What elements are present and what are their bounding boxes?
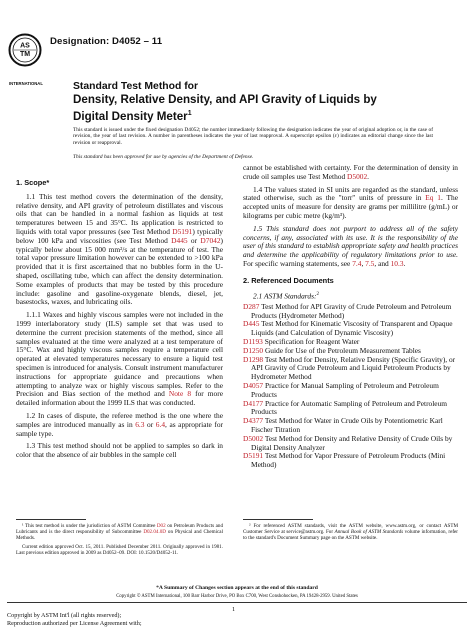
ref-d5002-link[interactable]: D5002 bbox=[347, 171, 368, 181]
reference-code-link[interactable]: D4177 bbox=[243, 398, 264, 408]
title-line-3: Digital Density Meter$^1$ bbox=[73, 109, 192, 123]
reference-title: Test Method for Vapor Pressure of Petroleum Products (Mini Method) bbox=[251, 451, 446, 470]
intro-note: This standard is issued under the fixed designation D4052; the number immediately following the designation indicates the year of original adoption or, in the case of revision, the year of last revision. A number in parentheses indicates the year of last reapproval. A superscript epsilon (ε) indicates an editorial change since the last revision or reapproval. bbox=[73, 127, 433, 146]
ref-note8-link[interactable]: Note 8 bbox=[168, 389, 192, 399]
reference-title: Practice for Manual Sampling of Petroleum and Petroleum Products bbox=[251, 381, 439, 399]
astm-logo-icon bbox=[8, 33, 42, 77]
ref-6-3-link[interactable]: 6.3 bbox=[135, 419, 145, 429]
copyright-line-2: Reproduction authorized per License Agreement with; bbox=[7, 620, 142, 627]
reference-title: Practice for Automatic Sampling of Petroleum and Petroleum Products bbox=[251, 398, 448, 417]
ref-d445-link[interactable]: D445 bbox=[171, 235, 188, 245]
copyright-line-1: Copyright by ASTM Int'l (all rights reserved); bbox=[7, 612, 122, 619]
footnote-rule bbox=[243, 519, 313, 520]
intl-label: INTERNATIONAL bbox=[9, 81, 43, 86]
designation: Designation: D4052 – 11 bbox=[50, 36, 163, 47]
reference-code-link[interactable]: D4377 bbox=[243, 416, 264, 426]
ref-eq1-link[interactable]: Eq 1 bbox=[425, 193, 441, 203]
reference-code-link[interactable]: D287 bbox=[243, 301, 260, 311]
dod-approval: This standard has been approved for use by agencies of the Department of Defense. bbox=[73, 154, 254, 160]
para-1-3-cont: cannot be established with certainty. For the determination of density in crude oil samples use Test Method D5002. bbox=[243, 163, 458, 181]
title-footnote-mark: 1 bbox=[187, 109, 192, 117]
footer-rule bbox=[7, 602, 467, 603]
page-number: 1 bbox=[232, 606, 236, 613]
reference-item bbox=[243, 320, 458, 338]
reference-item bbox=[243, 356, 458, 382]
ref-10-3-link[interactable]: 10.3 bbox=[390, 258, 404, 268]
ref-7-5-link[interactable]: 7.5 bbox=[365, 258, 375, 268]
reference-item bbox=[243, 417, 458, 435]
left-column bbox=[16, 179, 223, 460]
footnote-2: ² For referenced ASTM standards, visit the ASTM website, www.astm.org, or contact ASTM Customer Service at service@astm.org. For Annual Book of ASTM Standards volume information, refer to the standard's Document Summary page on the ASTM website. bbox=[243, 523, 458, 542]
reference-code-link[interactable]: D5002 bbox=[243, 433, 264, 443]
para-1-3: 1.3 This test method should not be applied to samples so dark in color that the absence of air bubbles in the sample cell bbox=[16, 441, 223, 460]
ref-6-4-link[interactable]: 6.4 bbox=[155, 419, 166, 429]
reference-code-link[interactable]: D1250 bbox=[243, 345, 264, 355]
reference-item bbox=[243, 435, 458, 453]
para-1-4: 1.4 The values stated in SI units are regarded as the standard, unless stated otherwise, such as the "torr" units of pressure in Eq 1. The accepted units of measure for density are grams per millilitre (g/mL) or kilograms per cubic metre (kg/m³). bbox=[243, 184, 458, 220]
reference-code-link[interactable]: D1298 bbox=[243, 354, 264, 364]
reference-title: Guide for Use of the Petroleum Measurement Tables bbox=[263, 345, 421, 355]
reference-code-link[interactable]: D4057 bbox=[243, 381, 264, 390]
svg-text:TM: TM bbox=[19, 51, 31, 58]
ref-d0204-link[interactable]: D02.04.0D bbox=[143, 529, 166, 536]
para-1-1-1: 1.1.1 Waxes and highly viscous samples were not included in the 1999 interlaboratory study (ILS) sample set that was used to determine the current precision statements of the method, since all samples evaluated at the time were analyzed at a test temperature of 15°C. Wax and highly viscous samples require a temperature cell operated at elevated temperatures necessary to ensure a liquid test specimen is introduced for analysis. Consult instrument manufacturer instructions for appropriate guidance and precautions when attempting to analyze wax or highly viscous samples. Refer to the Precision and Bias section of the method and Note 8 for more detailed information about the 1999 ILS that was conducted. bbox=[16, 310, 223, 408]
reference-title: Test Method for Kinematic Viscosity of Transparent and Opaque Liquids (and Calculation of Dynamic Viscosity) bbox=[251, 319, 453, 338]
footnote-1: ¹ This test method is under the jurisdiction of ASTM Committee D02 on Petroleum Products and Lubricants and is the direct responsibility of Subcommittee D02.04.0D on Physical and Chemical Methods. bbox=[16, 523, 223, 542]
reference-item bbox=[243, 303, 458, 321]
scope-heading: 1. Scope* bbox=[16, 178, 50, 187]
svg-text:AS: AS bbox=[20, 42, 30, 50]
astm-standards-label: 2.1 ASTM Standards:$^2$ bbox=[253, 291, 319, 301]
reference-item bbox=[243, 382, 458, 400]
reference-title: Test Method for Density and Relative Density of Crude Oils by Digital Density Analyzer bbox=[251, 433, 453, 452]
ref-d7042-link[interactable]: D7042 bbox=[200, 235, 221, 245]
document-title bbox=[73, 80, 433, 123]
reference-item bbox=[243, 400, 458, 418]
para-1-1: 1.1 This test method covers the determination of the density, relative density, and API gravity of petroleum distillates and viscous oils that can be handled in a normal fashion as liquids at test temperatures between 15 and 35°C. Its application is restricted to liquids with total vapor pressures (see Test Method D5191) typically below 100 kPa and viscosities (see Test Method D445 or D7042) typically below about 15 000 mm²/s at the temperature of test. The total vapor pressure limitation however can be extended to >100 kPa provided that it is first ascertained that no bubbles form in the U-shaped, oscillating tube, which can affect the density determination. Some examples of products that may be tested by this procedure include: gasoline and gasoline-oxygenate blends, diesel, jet, basestocks, waxes, and lubricating oils. bbox=[16, 191, 223, 307]
footnote-1-edition: Current edition approved Oct. 15, 2011. Published December 2011. Originally approved in 1981. Last previous edition approved in 2009 as D4052–09. DOI: 10.1520/D4052-11. bbox=[16, 543, 223, 556]
reference-title: Test Method for API Gravity of Crude Petroleum and Petroleum Products (Hydrometer Method) bbox=[251, 301, 452, 320]
reference-title: Test Method for Density, Relative Density (Specific Gravity), or API Gravity of Crude Petroleum and Liquid Petroleum Products by Hydrometer Method bbox=[251, 354, 456, 382]
summary-of-changes-note: *A Summary of Changes section appears at the end of this standard bbox=[156, 585, 318, 591]
refs-heading: 2. Referenced Documents bbox=[243, 275, 334, 285]
reference-list bbox=[243, 303, 458, 470]
reference-title: Test Method for Water in Crude Oils by Potentiometric Karl Fischer Titration bbox=[251, 416, 443, 434]
para-1-5: 1.5 This standard does not purport to address all of the safety concerns, if any, associated with its use. It is the responsibility of the user of this standard to establish appropriate safety and health practices and determine the applicability of regulatory limitations prior to use. For specific warning statements, see 7.4, 7.5, and 10.3. bbox=[243, 223, 458, 268]
reference-code-link[interactable]: D5191 bbox=[243, 451, 264, 461]
title-line-2: Density, Relative Density, and API Gravity of Liquids by bbox=[73, 93, 377, 106]
ref-7-4-link[interactable]: 7.4 bbox=[352, 258, 362, 268]
reference-title: Specification for Reagent Water bbox=[262, 337, 360, 347]
title-line-1: Standard Test Method for bbox=[73, 81, 199, 92]
para-1-2: 1.2 In cases of dispute, the referee method is the one where the samples are introduced manually as in 6.3 or 6.4, as appropriate for sample type. bbox=[16, 410, 223, 438]
reference-code-link[interactable]: D445 bbox=[243, 319, 260, 329]
ref-d02-link[interactable]: D02 bbox=[156, 523, 166, 529]
right-column bbox=[243, 164, 458, 470]
reference-code-link[interactable]: D1193 bbox=[243, 337, 263, 347]
ref-d5191-link[interactable]: D5191 bbox=[172, 226, 193, 236]
right-footnotes bbox=[243, 519, 458, 542]
left-footnotes bbox=[16, 519, 223, 556]
footnote-rule bbox=[16, 519, 86, 520]
astm-address: Copyright © ASTM International, 100 Barr Harbor Drive, PO Box C700, West Conshohocken, PA 19428-2959. United States bbox=[116, 594, 358, 599]
reference-item bbox=[243, 452, 458, 470]
